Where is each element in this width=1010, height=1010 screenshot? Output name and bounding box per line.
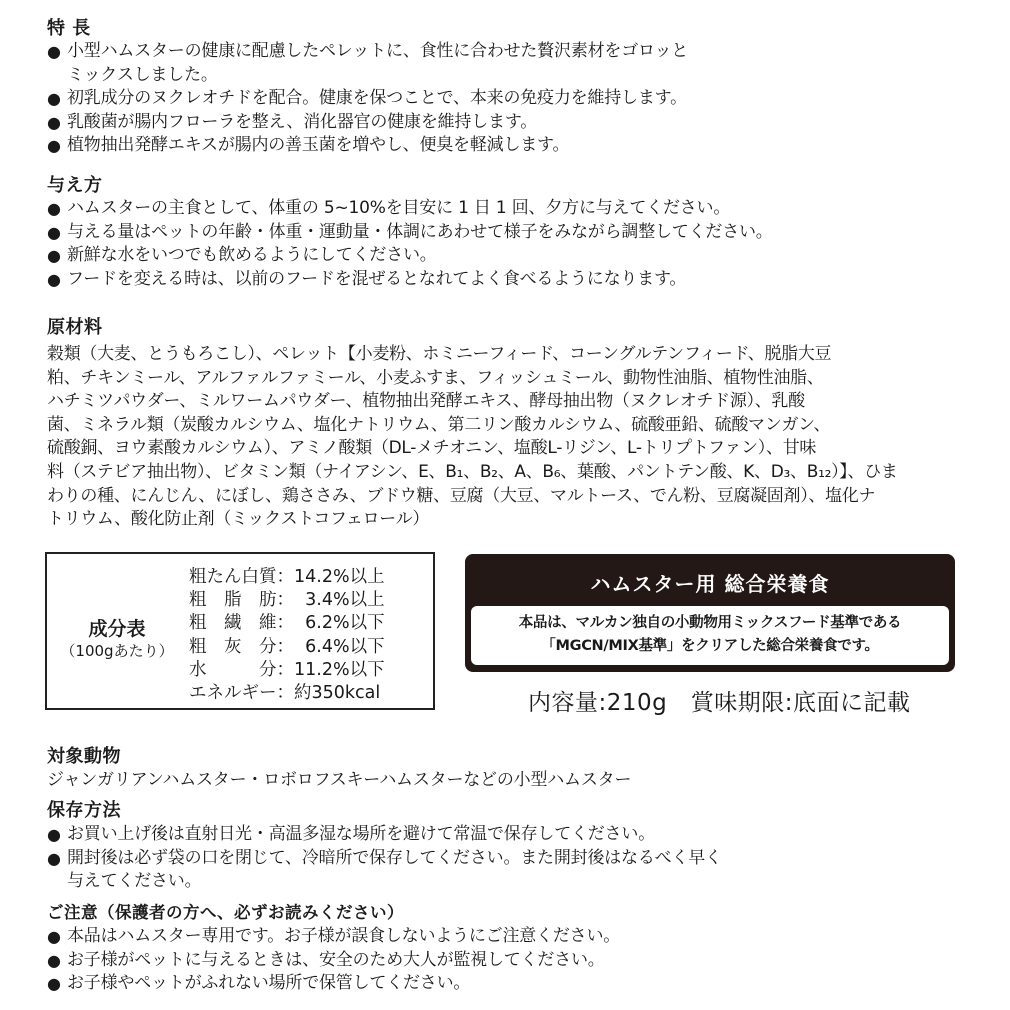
- list-item: ● お子様がペットに与えるときは、安全のため大人が監視してください。: [47, 949, 620, 973]
- features-list: [47, 40, 688, 158]
- nutrition-row: 粗 脂 肪： 3.4%以上: [189, 590, 385, 611]
- ingredients-line: 硫酸銅、ヨウ素酸カルシウム）、アミノ酸類（DL-メチオニン、塩酸L-リジン、L-トリプトファン）、甘味: [47, 438, 817, 459]
- list-item: ● 小型ハムスターの健康に配慮したペレットに、食性に合わせた贅沢素材をゴロッと: [47, 40, 688, 64]
- panel-title: ハムスター用 総合栄養食: [590, 572, 830, 596]
- list-item-continuation: 与えてください。: [67, 871, 202, 891]
- ingredients-line: 菌、ミネラル類（炭酸カルシウム、塩化ナトリウム、第二リン酸カルシウム、硫酸亜鉛、硫酸マンガン、: [47, 414, 831, 435]
- list-item: ● 本品はハムスター専用です。お子様が誤食しないようにご注意ください。: [47, 925, 620, 949]
- list-item-continuation: ミックスしました。: [67, 64, 218, 85]
- list-item: ● お買い上げ後は直射日光・高温多湿な場所を避けて常温で保存してください。: [47, 823, 722, 847]
- storage-list: [47, 823, 722, 894]
- nutrition-row: エネルギー：約350kcal: [189, 683, 381, 704]
- list-item: ● 与える量はペットの年齢・体重・運動量・体調にあわせて様子をみながら調整してください。: [47, 221, 773, 245]
- panel-note-line: 「MGCN/MIX基準」をクリアした総合栄養食です。: [541, 638, 879, 654]
- ingredients-line: 粕、チキンミール、アルファルファミール、小麦ふすま、フィッシュミール、動物性油脂、植物性油脂、: [47, 367, 824, 388]
- nutrition-row: 水 分：11.2%以下: [189, 659, 385, 680]
- list-item: ● 新鮮な水をいつでも飲めるようにしてください。: [47, 244, 773, 268]
- list-item: ● 開封後は必ず袋の口を閉じて、冷暗所で保存してください。また開封後はなるべく早く: [47, 847, 722, 871]
- panel-note-box: [471, 606, 949, 665]
- feeding-list: [47, 197, 773, 291]
- ingredients-heading: 原材料: [47, 317, 103, 338]
- nutrition-rows: [189, 566, 385, 705]
- ingredients-line: 穀類（大麦、とうもろこし）、ペレット【小麦粉、ホミニーフィード、コーングルテンフィード、脱脂大豆: [47, 344, 832, 364]
- list-item: ● ハムスターの主食として、体重の 5~10%を目安に 1 日 1 回、夕方に与えてください。: [47, 197, 773, 221]
- ingredients-line: トリウム、酸化防止剤（ミックストコフェロール）: [47, 509, 430, 530]
- nutrition-row: 粗 繊 維： 6.2%以下: [189, 613, 385, 634]
- ingredients-line: ハチミツパウダー、ミルワームパウダー、植物抽出発酵エキス、酵母抽出物（ヌクレオチド源）、乳酸: [47, 391, 805, 412]
- nutrition-subtitle: （100gあたり）: [60, 642, 174, 660]
- panel-note-line: 本品は、マルカン独自の小動物用ミックスフード基準である: [518, 615, 902, 631]
- list-item: ● 植物抽出発酵エキスが腸内の善玉菌を増やし、便臭を軽減します。: [47, 134, 688, 158]
- caution-list: [47, 925, 620, 996]
- nutrition-row: 粗たん白質：14.2%以上: [189, 567, 385, 587]
- ingredients-line: 料（ステビア抽出物）、ビタミン類（ナイアシン、E、B₁、B₂、A、B₆、葉酸、パントテン酸、K、D₃、B₁₂）】、ひま: [47, 461, 898, 482]
- feeding-heading: 与え方: [47, 175, 103, 196]
- list-item: ● お子様やペットがふれない場所で保管してください。: [47, 972, 620, 996]
- list-item: ● 乳酸菌が腸内フローラを整え、消化器官の健康を維持します。: [47, 111, 688, 135]
- nutrition-title: 成分表: [88, 618, 146, 640]
- content-info: 内容量:210g 賞味期限:底面に記載: [528, 690, 911, 716]
- nutrition-table: [45, 552, 435, 710]
- ingredients-text: [47, 343, 898, 532]
- target-text: ジャンガリアンハムスター・ロボロフスキーハムスターなどの小型ハムスター: [47, 770, 632, 790]
- list-item: ● 初乳成分のヌクレオチドを配合。健康を保つことで、本来の免疫力を維持します。: [47, 87, 688, 111]
- list-item: ● フードを変える時は、以前のフードを混ぜるとなれてよく食べるようになります。: [47, 268, 773, 292]
- features-heading: 特 長: [47, 18, 91, 39]
- nutrition-standard-panel: [465, 554, 955, 672]
- storage-heading: 保存方法: [47, 800, 121, 821]
- caution-heading: ご注意（保護者の方へ、必ずお読みください）: [47, 903, 404, 922]
- nutrition-row: 粗 灰 分： 6.4%以下: [189, 636, 385, 657]
- ingredients-line: わりの種、にんじん、にぼし、鶏ささみ、ブドウ糖、豆腐（大豆、マルトース、でん粉、豆腐凝固剤）、塩化ナ: [47, 485, 876, 506]
- target-heading: 対象動物: [47, 746, 121, 767]
